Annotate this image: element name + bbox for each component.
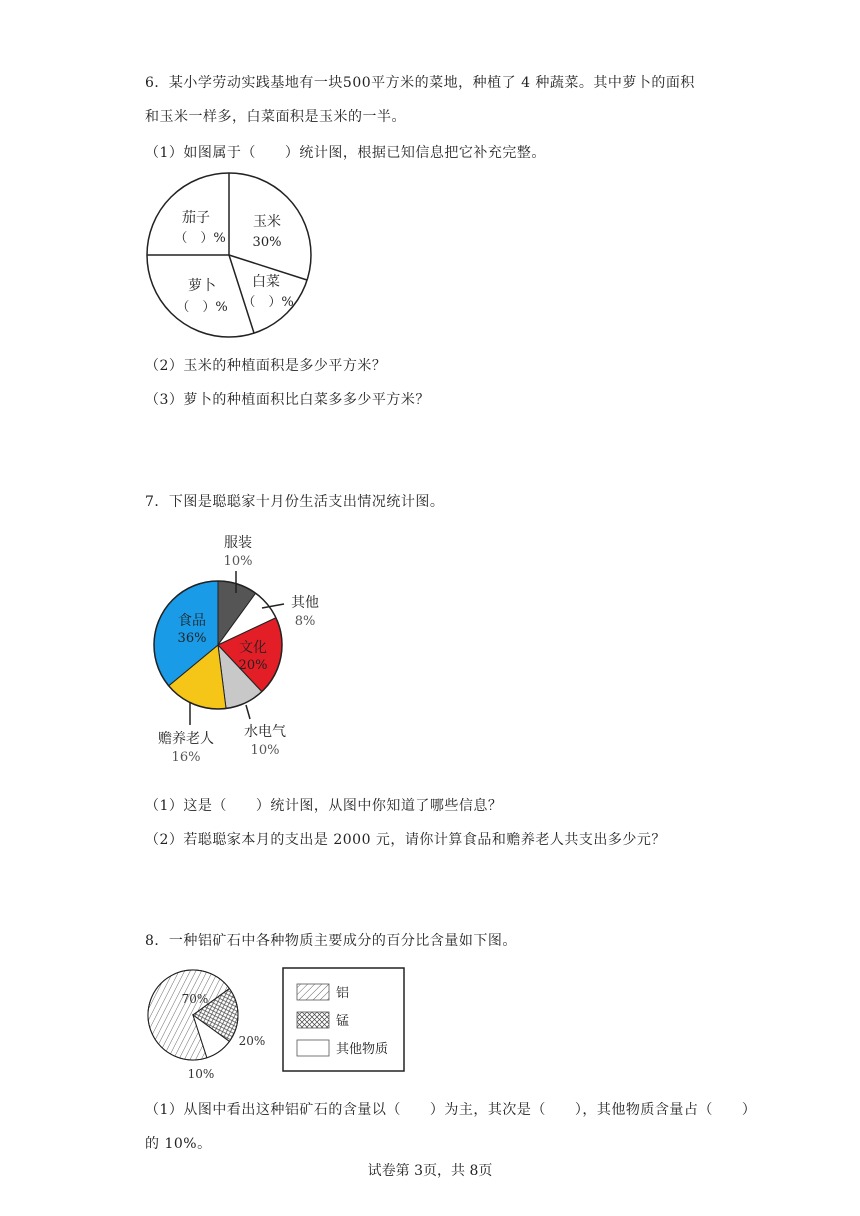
q6-cabbage-pct: （ ）%: [242, 295, 294, 310]
q8-legend-mn-swatch: [297, 1012, 329, 1028]
q6-text-line1: 6．某小学劳动实践基地有一块500平方米的菜地，种植了 4 种蔬菜。其中萝卜的面积: [145, 75, 695, 91]
q7-other-name: 其他: [291, 595, 319, 611]
q6-corn-pct: 30%: [252, 235, 282, 250]
q8-other-pct: 10%: [187, 1067, 215, 1081]
q7-other-pct: 8%: [294, 614, 316, 629]
q7-sub2: （2）若聪聪家本月的支出是 2000 元，请你计算食品和赡养老人共支出多少元？: [145, 832, 666, 848]
q6-sub3: （3）萝卜的种植面积比白菜多多少平方米？: [145, 392, 430, 408]
q8-mn-pct: 20%: [238, 1034, 266, 1048]
q8-sub1-line1: （1）从图中看出这种铝矿石的含量以（ ）为主，其次是（ ），其他物质含量占（ ）: [145, 1102, 757, 1118]
q7-elder-pct: 16%: [171, 750, 201, 765]
q6-radish-name: 萝卜: [188, 278, 216, 294]
q8-legend-al: 铝: [336, 986, 350, 1001]
q6-text-line2: 和玉米一样多，白菜面积是玉米的一半。: [145, 109, 406, 125]
q8-slices: [140, 965, 250, 1072]
q7-elder-name: 赡养老人: [158, 731, 214, 747]
q8-text-line1: 8．一种铝矿石中各种物质主要成分的百分比含量如下图。: [145, 933, 517, 949]
q7-utilities-pct: 10%: [250, 743, 280, 758]
q7-culture-name: 文化: [239, 640, 267, 656]
q6-eggplant-name: 茄子: [182, 210, 210, 226]
q6-pie-chart: [140, 170, 320, 340]
q6-cabbage-name: 白菜: [252, 274, 280, 290]
q7-food-pct: 36%: [177, 631, 207, 646]
q7-pie-chart: [140, 525, 340, 770]
q8-pie-chart: [140, 965, 280, 1085]
q7-utilities-leader: [246, 705, 250, 719]
q8-sub1-line2: 的 10%。: [145, 1136, 212, 1152]
q8-legend-al-swatch: [297, 984, 329, 1000]
q8-legend-other: 其他物质: [336, 1042, 389, 1057]
q6-corn-name: 玉米: [253, 214, 281, 230]
q7-sub1: （1）这是（ ）统计图，从图中你知道了哪些信息？: [145, 798, 503, 814]
q7-utilities-name: 水电气: [244, 724, 286, 740]
q8-al-pct: 70%: [181, 992, 209, 1006]
q6-sub2: （2）玉米的种植面积是多少平方米？: [145, 358, 387, 374]
q8-legend: [282, 967, 407, 1074]
q8-legend-mn: 锰: [336, 1014, 350, 1029]
q7-clothing-name: 服装: [224, 535, 252, 551]
q7-culture-pct: 20%: [238, 658, 268, 673]
q6-radish-pct: （ ）%: [176, 300, 228, 315]
q6-eggplant-pct: （ ）%: [174, 231, 226, 246]
q8-legend-other-swatch: [297, 1040, 329, 1056]
q7-food-name: 食品: [178, 613, 206, 629]
q7-text-line1: 7．下图是聪聪家十月份生活支出情况统计图。: [145, 494, 445, 510]
q6-sub1: （1）如图属于（ ）统计图，根据已知信息把它补充完整。: [145, 145, 546, 161]
page-footer: 试卷第 3页，共 8页: [367, 1163, 493, 1179]
q7-clothing-pct: 10%: [223, 554, 253, 569]
